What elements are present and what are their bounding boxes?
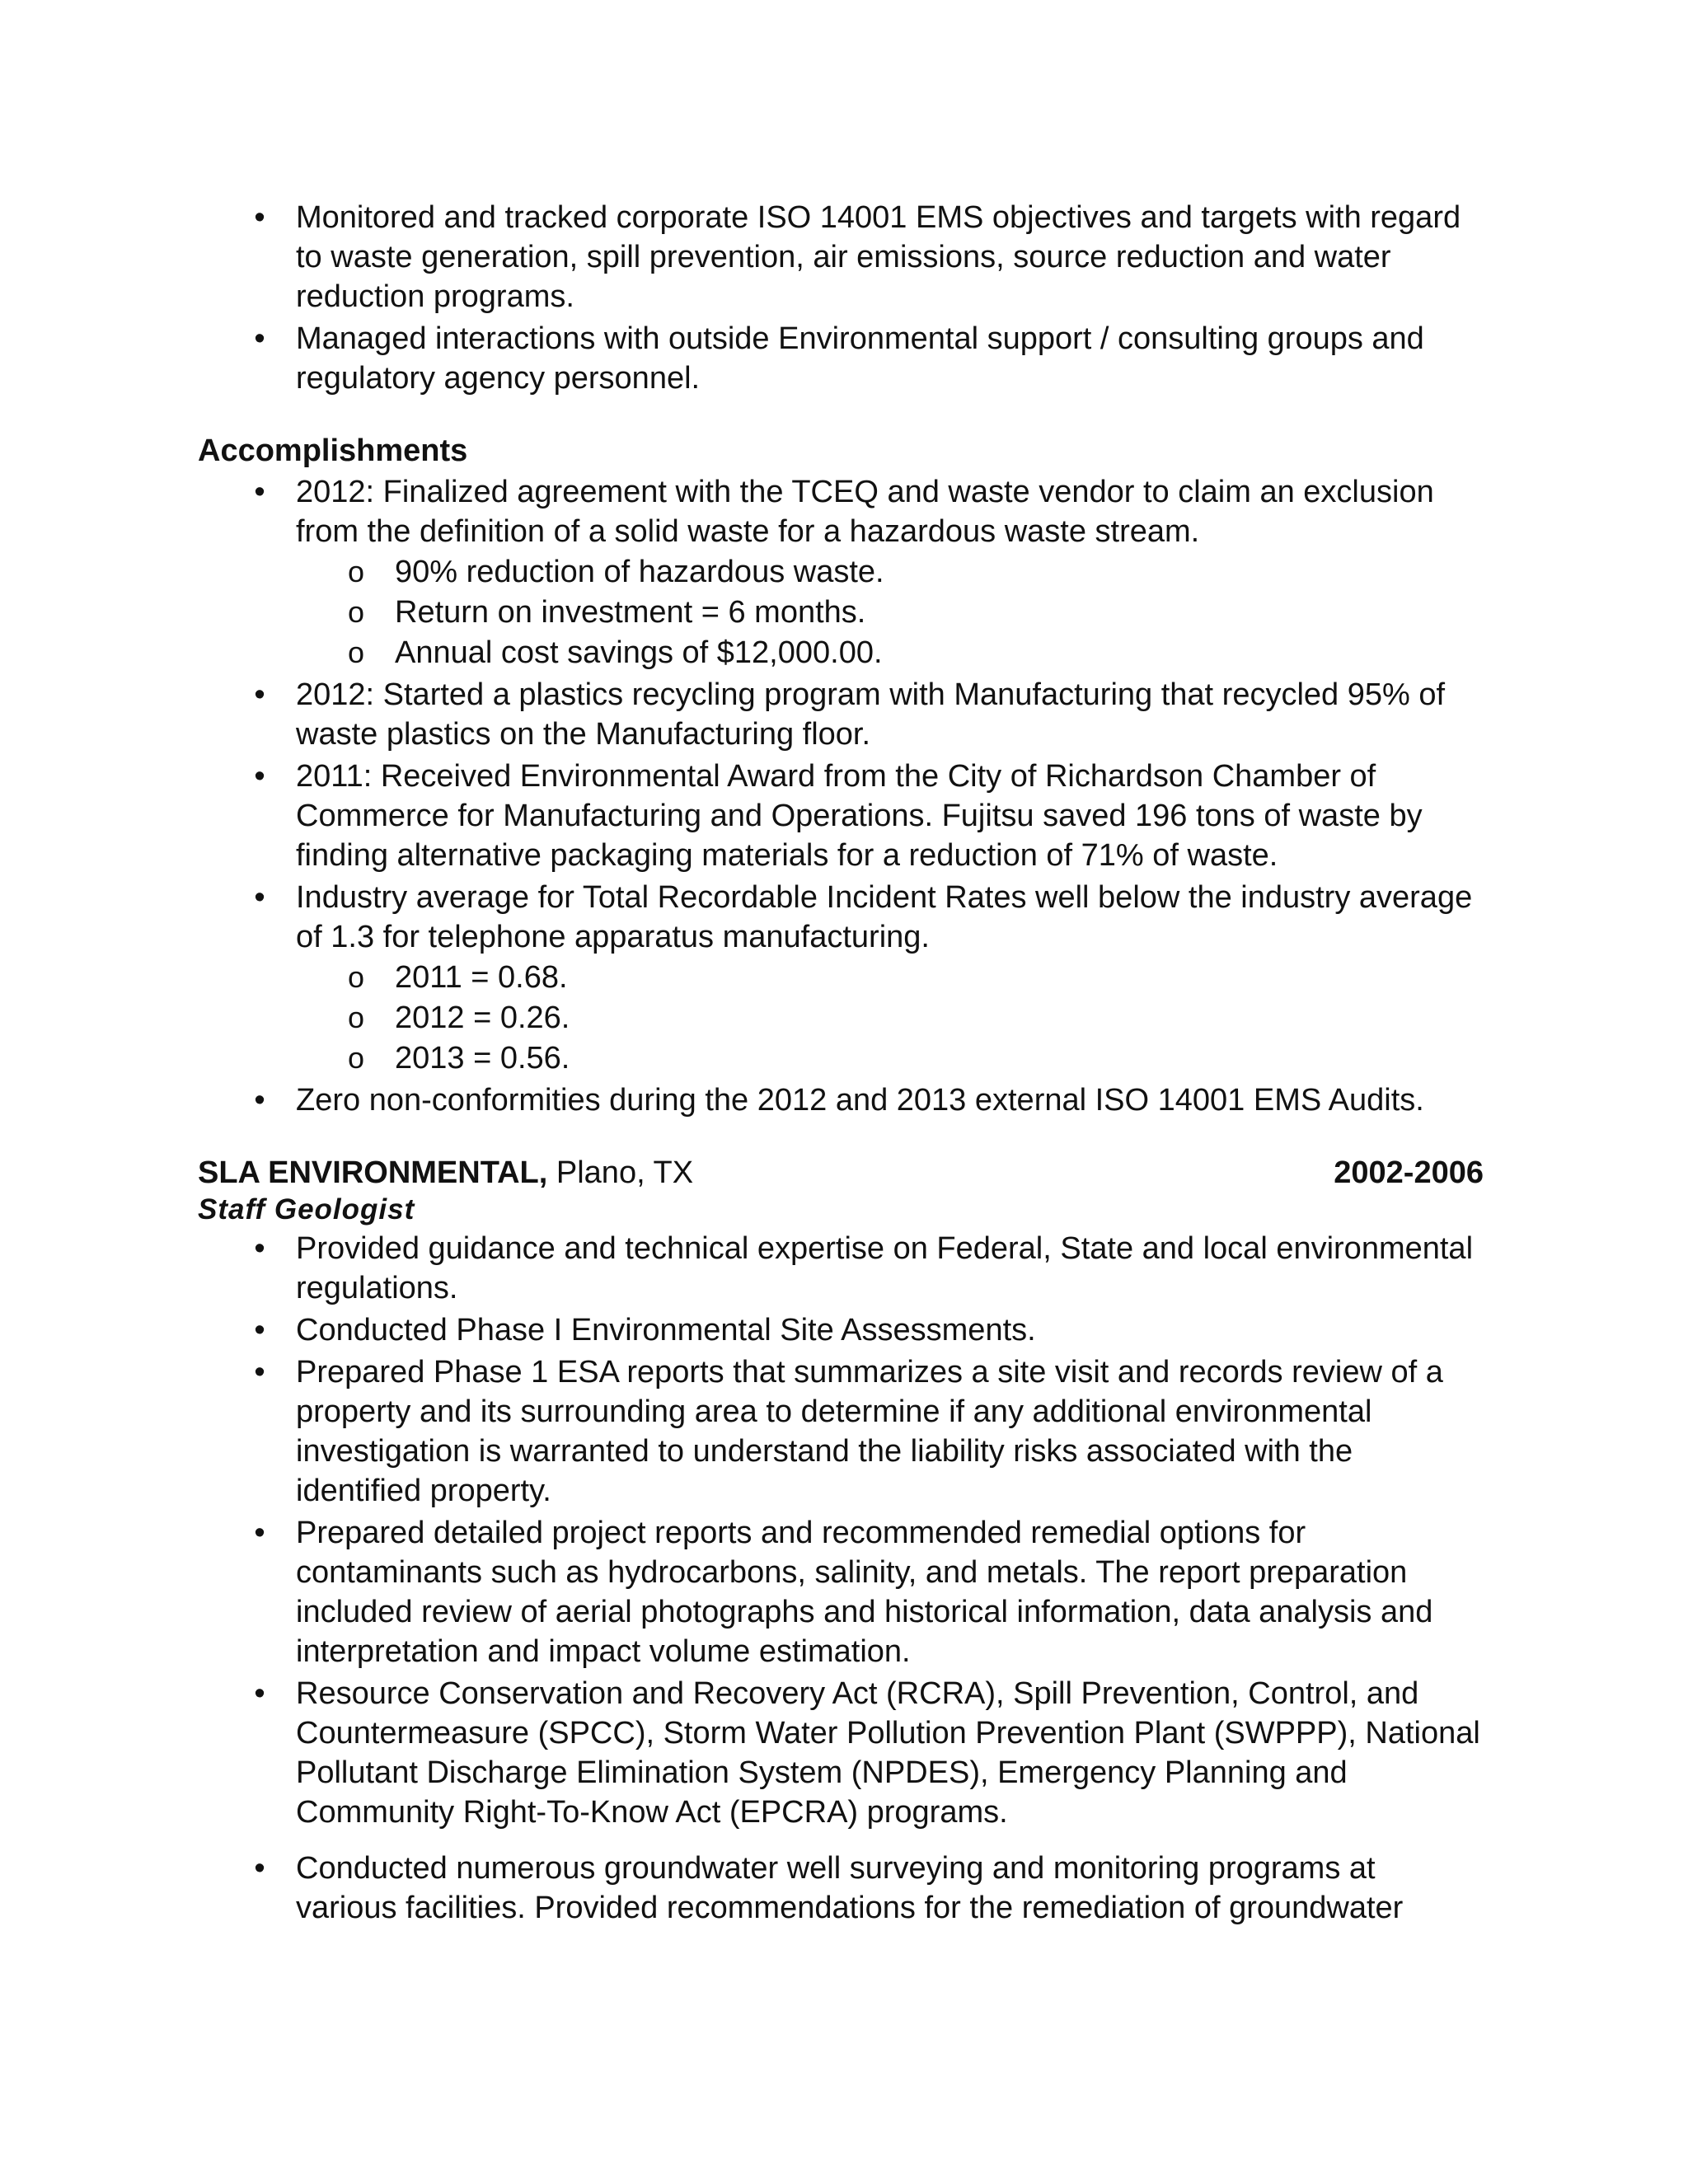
list-item bbox=[198, 757, 1484, 875]
job-title: Staff Geologist bbox=[198, 1193, 415, 1226]
bullet-icon: • bbox=[254, 759, 265, 794]
bullet-icon: • bbox=[254, 475, 265, 509]
bullet-text: 2012: Started a plastics recycling program with Manufacturing that recycled 95% of waste plastics on the Manufacturing floor. bbox=[296, 677, 1446, 752]
sub-list-item bbox=[296, 998, 1484, 1038]
bullet-text: Prepared Phase 1 ESA reports that summarizes a site visit and records review of a property and its surrounding area to determine if any additional environmental investigation is warranted to understand the liability risks associated with the identified property. bbox=[296, 1355, 1443, 1508]
bullet-icon: • bbox=[254, 1355, 265, 1390]
sub-bullet-icon: o bbox=[347, 635, 365, 669]
sub-bullet-text: 2012 = 0.26. bbox=[395, 1001, 570, 1035]
bullet-icon: • bbox=[254, 880, 265, 915]
sub-bullet-icon: o bbox=[347, 960, 365, 994]
sub-bullet-text: 2011 = 0.68. bbox=[395, 960, 568, 995]
sub-list-item bbox=[296, 593, 1484, 632]
list-item bbox=[198, 1080, 1484, 1120]
accomplishments-heading: Accomplishments bbox=[198, 434, 468, 468]
sub-list-item bbox=[296, 552, 1484, 592]
top-bullet-list bbox=[198, 198, 1484, 398]
company-line bbox=[198, 1153, 693, 1193]
bullet-text: Prepared detailed project reports and recommended remedial options for contaminants such as hydrocarbons, salinity, and metals. The report preparation included review of aerial photographs and historical information, data analysis and interpretation and impact volume estimation. bbox=[296, 1516, 1433, 1669]
bullet-text: Resource Conservation and Recovery Act (RCRA), Spill Prevention, Control, and Countermeasure (SPCC), Storm Water Pollution Prevention Plant (SWPPP), National Pollutant Discharge Elimination System (NPDES), Emergency Planning and Community Right-To-Know Act (EPCRA) programs. bbox=[296, 1676, 1480, 1830]
sub-bullet-icon: o bbox=[347, 595, 365, 629]
bullet-icon: • bbox=[254, 1231, 265, 1266]
bullet-icon: • bbox=[254, 1516, 265, 1550]
bullet-icon: • bbox=[254, 1851, 265, 1886]
list-item bbox=[198, 1229, 1484, 1308]
sub-bullet-text: Annual cost savings of $12,000.00. bbox=[395, 635, 883, 670]
company-location: Plano, TX bbox=[547, 1155, 694, 1190]
accomplishments-list bbox=[198, 472, 1484, 1120]
bullet-text: Provided guidance and technical expertise on Federal, State and local environmental regulations. bbox=[296, 1231, 1474, 1305]
list-item bbox=[198, 675, 1484, 754]
job-bullet-list bbox=[198, 1229, 1484, 1928]
sub-bullet-icon: o bbox=[347, 1041, 365, 1075]
list-item bbox=[198, 1310, 1484, 1350]
list-item bbox=[198, 1513, 1484, 1671]
bullet-text: 2012: Finalized agreement with the TCEQ and waste vendor to claim an exclusion from the definition of a solid waste for a hazardous waste stream. bbox=[296, 475, 1434, 549]
list-item bbox=[198, 878, 1484, 1078]
sub-bullet-icon: o bbox=[347, 555, 365, 588]
sub-bullet-list bbox=[296, 552, 1484, 673]
bullet-icon: • bbox=[254, 321, 265, 356]
bullet-text: Managed interactions with outside Environmental support / consulting groups and regulatory agency personnel. bbox=[296, 321, 1424, 396]
sub-list-item bbox=[296, 1038, 1484, 1078]
sub-list-item bbox=[296, 633, 1484, 673]
bullet-icon: • bbox=[254, 200, 265, 235]
job-header bbox=[198, 1153, 1484, 1193]
sub-bullet-text: 2013 = 0.56. bbox=[395, 1041, 570, 1076]
job-dates: 2002-2006 bbox=[1334, 1155, 1484, 1190]
list-item bbox=[198, 472, 1484, 673]
bullet-text: Industry average for Total Recordable Incident Rates well below the industry average of 1.3 for telephone apparatus manufacturing. bbox=[296, 880, 1473, 954]
company-name: SLA ENVIRONMENTAL, bbox=[198, 1155, 548, 1190]
bullet-icon: • bbox=[254, 1313, 265, 1347]
bullet-icon: • bbox=[254, 677, 265, 712]
list-item bbox=[198, 1352, 1484, 1511]
bullet-text: Monitored and tracked corporate ISO 14001 EMS objectives and targets with regard to waste generation, spill prevention, air emissions, source reduction and water reduction programs. bbox=[296, 200, 1461, 314]
sub-bullet-icon: o bbox=[347, 1001, 365, 1034]
list-item bbox=[198, 319, 1484, 398]
bullet-text: Conducted numerous groundwater well surveying and monitoring programs at various facilities. Provided recommendations for the remediation of groundwater bbox=[296, 1851, 1404, 1925]
bullet-text: 2011: Received Environmental Award from the City of Richardson Chamber of Commerce for Manufacturing and Operations. Fujitsu saved 196 tons of waste by finding alternative packaging materials for a reduction of 71% of waste. bbox=[296, 759, 1423, 873]
bullet-text: Zero non-conformities during the 2012 and 2013 external ISO 14001 EMS Audits. bbox=[296, 1083, 1424, 1118]
list-item bbox=[198, 1674, 1484, 1832]
sub-bullet-list bbox=[296, 958, 1484, 1078]
bullet-text: Conducted Phase I Environmental Site Assessments. bbox=[296, 1313, 1036, 1347]
sub-bullet-text: Return on investment = 6 months. bbox=[395, 595, 866, 630]
sub-bullet-text: 90% reduction of hazardous waste. bbox=[395, 555, 884, 589]
page-content bbox=[198, 198, 1484, 1930]
bullet-icon: • bbox=[254, 1083, 265, 1118]
bullet-icon: • bbox=[254, 1676, 265, 1711]
sub-list-item bbox=[296, 958, 1484, 997]
list-item bbox=[198, 198, 1484, 316]
list-item bbox=[198, 1849, 1484, 1928]
